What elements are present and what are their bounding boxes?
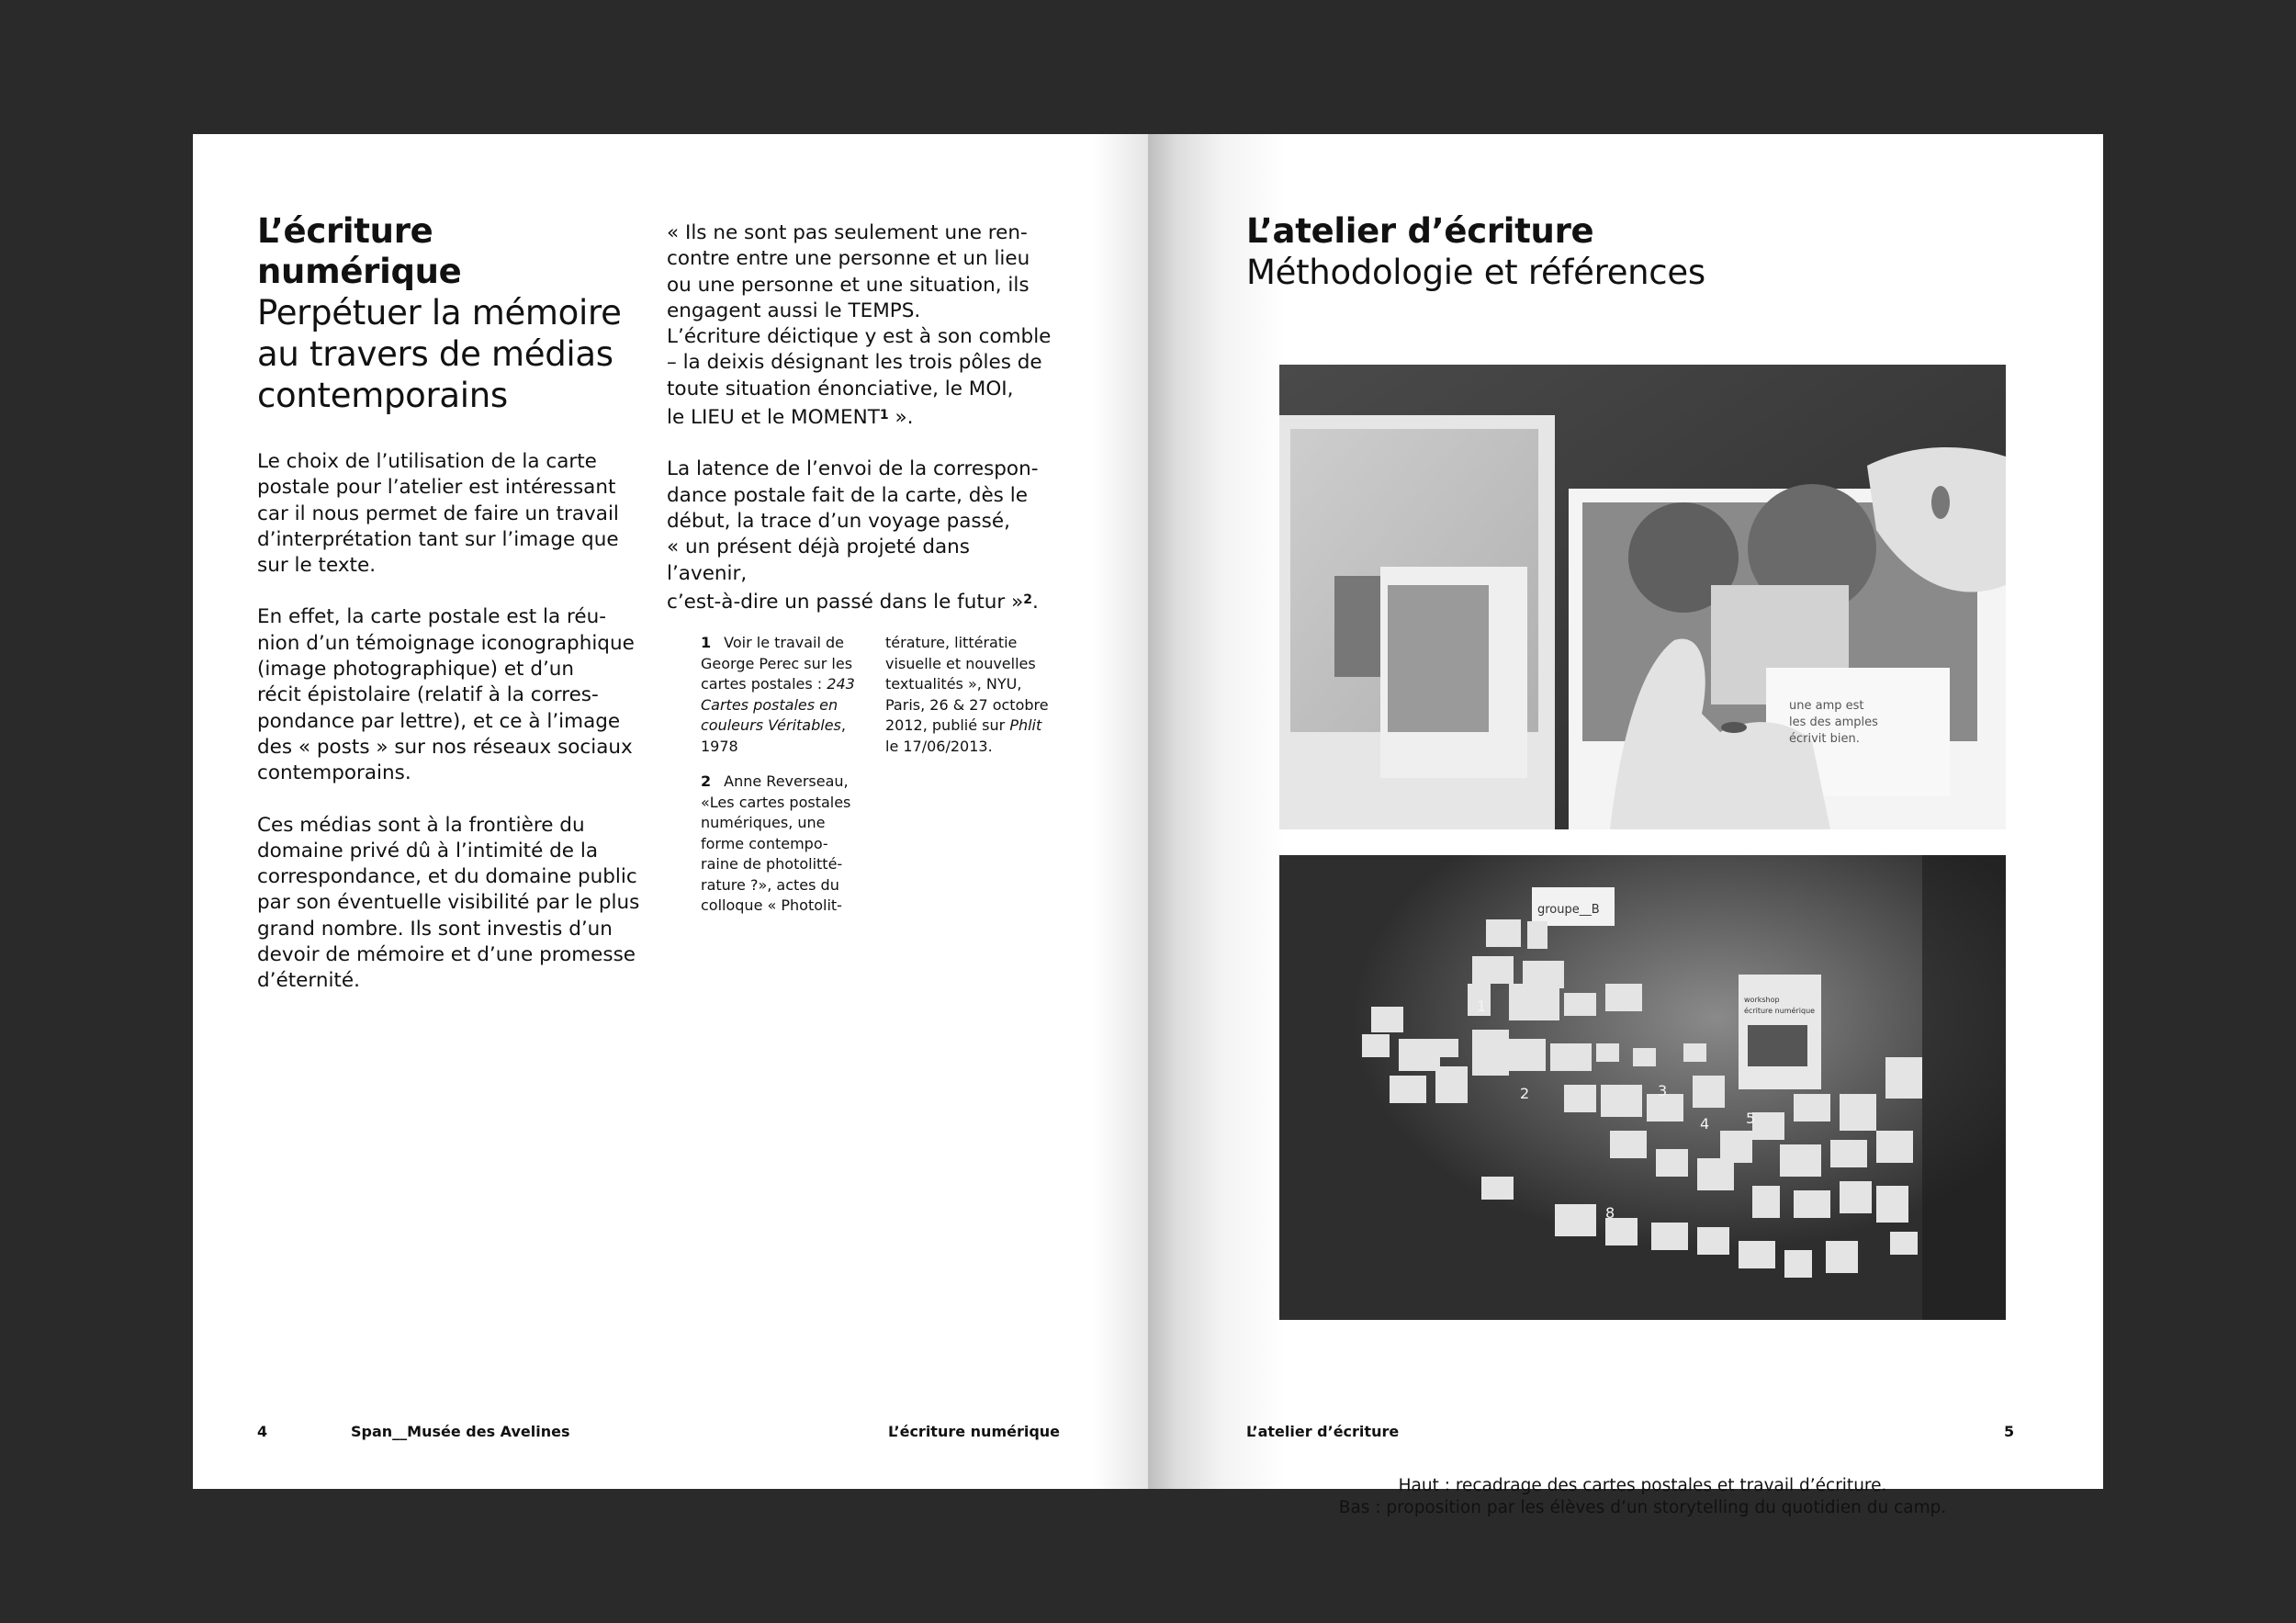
footnote-2-text: Paris, 26 & 27 octobre: [885, 695, 1049, 714]
right-subtitle: Méthodologie et références: [1246, 253, 1705, 292]
wall-tag-label: groupe__B: [1537, 903, 1600, 917]
p1-line: Le choix de l’utilisation de la carte: [257, 450, 597, 473]
footnotes-col-a: [701, 633, 866, 931]
footnote-2-text: «Les cartes postales: [701, 793, 851, 811]
quote-line: L’écriture déictique y est à son comble: [667, 325, 1052, 349]
paragraph-1: [257, 449, 643, 579]
quote-line-last: [667, 402, 1052, 431]
note-line: les des amples: [1789, 716, 1878, 729]
left-column-2: [667, 220, 1052, 641]
footnote-2-text: numériques, une: [701, 814, 826, 831]
p3-line: domaine privé dû à l’intimité de la: [257, 839, 599, 862]
left-column-1: [257, 449, 643, 1020]
footnote-1-text: 1978: [701, 737, 738, 755]
p3-line: Ces médias sont à la frontière du: [257, 813, 585, 837]
wall-number: 8: [1605, 1204, 1615, 1222]
left-title: L’écriture numérique: [257, 211, 462, 291]
p3-line: par son éventuelle visibilité par le plus: [257, 891, 640, 915]
p1-line: postale pour l’atelier est intéressant: [257, 476, 616, 500]
quote-line: toute situation énonciative, le MOI,: [667, 377, 1014, 400]
latency-line: début, la trace d’un voyage passé,: [667, 509, 1010, 533]
left-heading: [257, 211, 643, 416]
wall-number: 1: [1477, 997, 1487, 1015]
quote-line: contre entre une personne et un lieu: [667, 247, 1030, 271]
caption-line-2: Bas : proposition par les élèves d’un storytelling du quotidien du camp.: [1338, 1498, 1947, 1517]
footnote-1-text: ,: [840, 716, 846, 734]
p2-line: (image photographique) et d’un: [257, 658, 575, 682]
latency-end: .: [1031, 590, 1039, 614]
wall-number: 2: [1520, 1085, 1530, 1102]
right-page-number: 5: [2004, 1423, 2015, 1440]
p1-line: car il nous permet de faire un travail: [257, 502, 619, 525]
footnote-1-text: Voir le travail de: [724, 634, 845, 651]
footnote-2-text: térature, littératie: [885, 634, 1018, 651]
p2-line: des « posts » sur nos réseaux sociaux: [257, 735, 633, 759]
footnote-2-text: raine de photolitté-: [701, 855, 843, 873]
quote-line: « Ils ne sont pas seulement une ren-: [667, 221, 1028, 244]
quote-end: ».: [888, 406, 914, 430]
wall-number: 4: [1700, 1115, 1710, 1133]
footnote-2-text: colloque « Photolit-: [701, 896, 842, 914]
left-subtitle-line-3: contemporains: [257, 376, 508, 415]
latency-line-last: [667, 587, 1052, 615]
p2-line: contemporains.: [257, 761, 411, 785]
footnote-1-italic: Cartes postales en: [701, 695, 838, 714]
latency-line: dance postale fait de la carte, dès le: [667, 483, 1028, 507]
quote-last-text: le LIEU et le MOMENT: [667, 406, 880, 430]
p2-line: nion d’un témoignage iconographique: [257, 631, 635, 655]
footnote-2-number: 2: [701, 772, 712, 790]
poster-line: workshop: [1744, 996, 1780, 1004]
p2-line: récit épistolaire (relatif à la corres-: [257, 683, 599, 707]
footnote-1: [701, 633, 866, 757]
note-line: une amp est: [1789, 699, 1864, 713]
p1-line: sur le texte.: [257, 554, 377, 578]
latency-line: « un présent déjà projeté dans l’avenir,: [667, 535, 971, 585]
p3-line: correspondance, et du domaine public: [257, 865, 637, 889]
quote-line: ou une personne et une situation, ils: [667, 273, 1030, 297]
poster-line: écriture numérique: [1744, 1007, 1816, 1015]
left-page: [193, 134, 1148, 1489]
p3-line: grand nombre. Ils sont investis d’un: [257, 917, 613, 941]
p2-line: En effet, la carte postale est la réu-: [257, 605, 607, 629]
left-subtitle-line-2: au travers de médias: [257, 334, 613, 374]
p1-line: d’interprétation tant sur l’image que: [257, 527, 619, 551]
footnote-2-continued: [885, 633, 1060, 757]
latency-line: La latence de l’envoi de la correspon-: [667, 457, 1039, 481]
footnote-2-text: le 17/06/2013.: [885, 737, 993, 755]
footnote-ref-1: 1: [879, 408, 889, 423]
footnote-2-text: Anne Reverseau,: [724, 772, 849, 790]
footnote-1-italic: couleurs Véritables: [701, 716, 841, 734]
footnote-2-text: rature ?», actes du: [701, 875, 839, 894]
photo-postcard-wall: [1279, 855, 2006, 1320]
p2-line: pondance par lettre), et ce à l’image: [257, 709, 621, 733]
left-subtitle-line-1: Perpétuer la mémoire: [257, 293, 622, 332]
left-footer-section: L’écriture numérique: [888, 1423, 1061, 1440]
p3-line: devoir de mémoire et d’une promesse: [257, 943, 636, 967]
footnote-1-number: 1: [701, 634, 712, 651]
photo-postcards-hands-illustration: [1279, 365, 2006, 829]
footnote-2-italic: Phlit: [1009, 716, 1042, 734]
latency-last-text: c’est-à-dire un passé dans le futur »: [667, 590, 1024, 614]
right-title: L’atelier d’écriture: [1246, 211, 1594, 251]
caption-line-1: Haut : recadrage des cartes postales et travail d’écriture.: [1398, 1476, 1887, 1495]
photo-postcard-wall-illustration: [1279, 855, 2006, 1320]
quote-line: engagent aussi le TEMPS.: [667, 299, 921, 322]
note-line: écrivit bien.: [1789, 732, 1860, 746]
paragraph-2: [257, 604, 643, 786]
footnote-2: [701, 772, 866, 917]
footnote-1-italic: 243: [827, 675, 855, 693]
photo-postcards-hands: [1279, 365, 2006, 829]
quote-line: – la deixis désignant les trois pôles de: [667, 351, 1042, 375]
footnotes-col-b: [885, 633, 1060, 772]
footnote-2-text: 2012, publié sur: [885, 716, 1010, 734]
right-footer-section: L’atelier d’écriture: [1246, 1423, 1400, 1440]
latency-paragraph: [667, 456, 1052, 615]
footnote-2-text: visuelle et nouvelles: [885, 654, 1036, 672]
footnote-2-text: textualités », NYU,: [885, 675, 1022, 693]
p3-line: d’éternité.: [257, 969, 360, 993]
left-page-number: 4: [257, 1423, 268, 1440]
quote-paragraph: [667, 220, 1052, 431]
wall-number: 3: [1658, 1082, 1668, 1099]
wall-number: 5: [1746, 1110, 1756, 1127]
paragraph-3: [257, 813, 643, 995]
footnote-1-text: cartes postales :: [701, 675, 827, 693]
right-page: [1148, 134, 2103, 1517]
right-heading: [1246, 211, 1889, 293]
figure-caption: [1279, 1475, 2006, 1519]
left-footer-publication: Span__Musée des Avelines: [351, 1423, 570, 1440]
footnote-ref-2: 2: [1023, 592, 1032, 607]
footnote-1-text: George Perec sur les: [701, 654, 853, 672]
footnote-2-text: forme contempo-: [701, 834, 828, 852]
